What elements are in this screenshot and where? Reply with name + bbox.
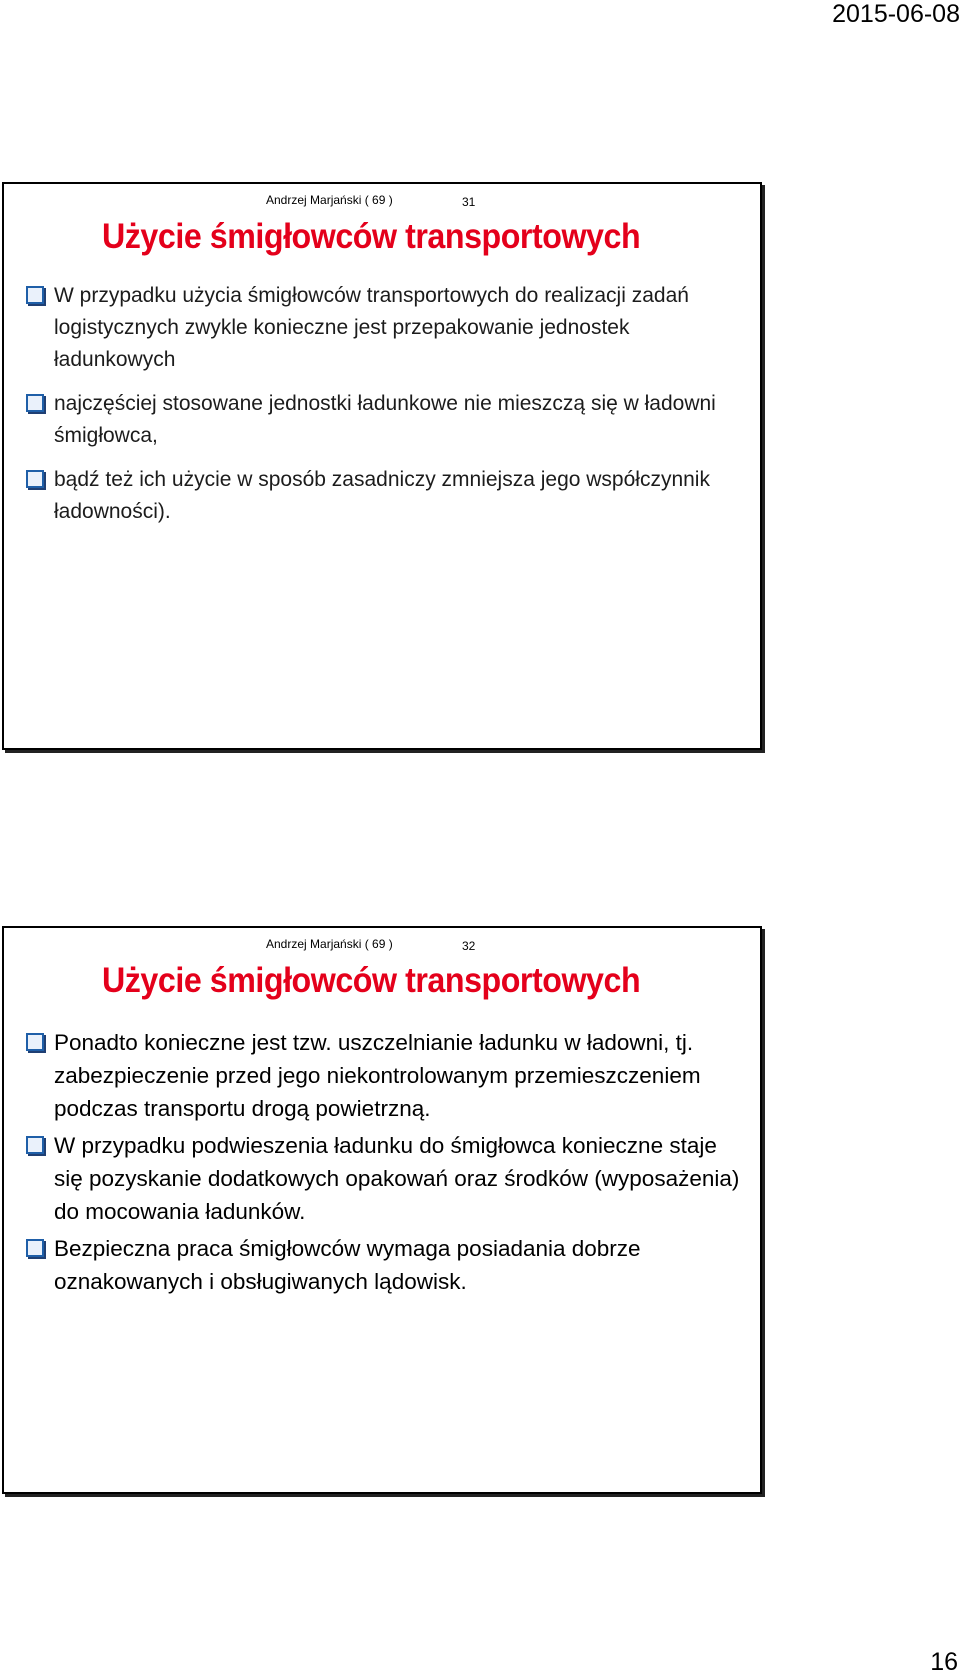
slide-title: Użycie śmigłowców transportowych (102, 961, 641, 1000)
checkbox-bullet-icon (26, 394, 44, 412)
bullet-list (26, 280, 744, 540)
bullet-list (26, 1026, 744, 1302)
bullet-text: Ponadto konieczne jest tzw. uszczelnianie ładunku w ładowni, tj. zabezpieczenie przed jego niekontrolowanym przemieszczeniem podczas transportu drogą powietrzną. (54, 1030, 701, 1121)
bullet-text: bądź też ich użycie w sposób zasadniczy zmniejsza jego współczynnik ładowności). (54, 468, 710, 523)
bullet-item (26, 1232, 744, 1298)
checkbox-bullet-icon (26, 286, 44, 304)
bullet-item (26, 280, 744, 376)
slide-author-header: Andrzej Marjański ( 69 ) (266, 937, 393, 951)
bullet-item (26, 388, 744, 452)
checkbox-bullet-icon (26, 1136, 44, 1154)
slide-31 (2, 182, 762, 750)
slide-number: 32 (462, 939, 476, 953)
slide-author-header: Andrzej Marjański ( 69 ) (266, 193, 393, 207)
slide-title: Użycie śmigłowców transportowych (102, 217, 641, 256)
checkbox-bullet-icon (26, 1239, 44, 1257)
slide-number: 31 (462, 195, 476, 209)
bullet-item (26, 1026, 744, 1125)
bullet-item (26, 1129, 744, 1228)
bullet-text: W przypadku podwieszenia ładunku do śmigłowca konieczne staje się pozyskanie dodatkowych opakowań oraz środków (wyposażenia) do mocowania ładunków. (54, 1133, 740, 1224)
bullet-text: najczęściej stosowane jednostki ładunkowe nie mieszczą się w ładowni śmigłowca, (54, 392, 716, 447)
checkbox-bullet-icon (26, 470, 44, 488)
page-number: 16 (930, 1648, 958, 1676)
slide-32 (2, 926, 762, 1494)
bullet-text: W przypadku użycia śmigłowców transportowych do realizacji zadań logistycznych zwykle konieczne jest przepakowanie jednostek ładunkowych (54, 284, 689, 371)
page-date: 2015-06-08 (832, 0, 960, 28)
checkbox-bullet-icon (26, 1033, 44, 1051)
bullet-text: Bezpieczna praca śmigłowców wymaga posiadania dobrze oznakowanych i obsługiwanych lądowisk. (54, 1236, 641, 1294)
bullet-item (26, 464, 744, 528)
